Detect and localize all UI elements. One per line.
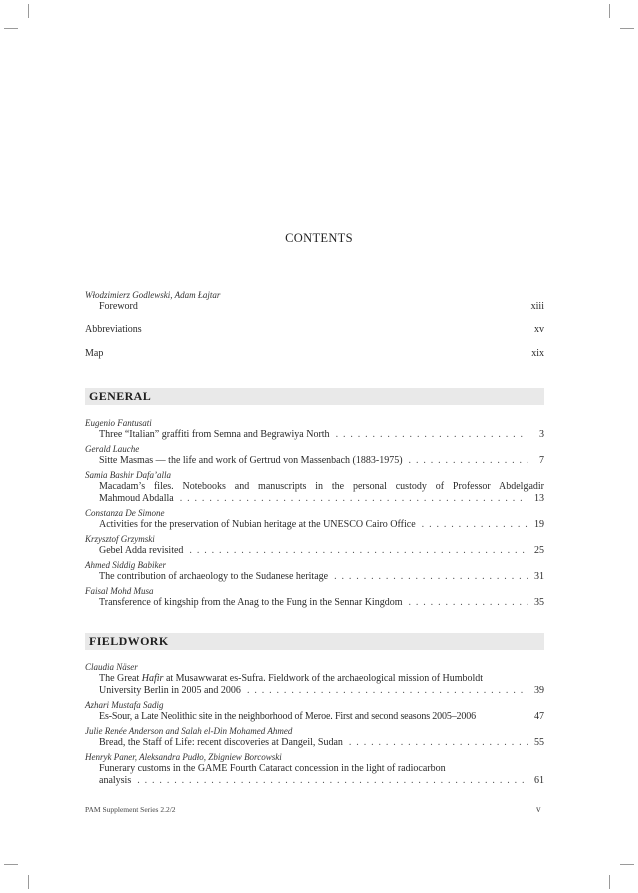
entry-author: Samia Bashir Dafa’alla [85, 470, 172, 480]
crop-mark [28, 4, 29, 18]
entry-title: Funerary customs in the GAME Fourth Cataract concession in the light of radiocarbon [99, 763, 446, 774]
entry-author: Constanza De Simone [85, 508, 165, 518]
entry-page: 25 [534, 545, 544, 556]
entry-page: 61 [534, 775, 544, 786]
entry-page: 55 [534, 737, 544, 748]
section-heading-general: GENERAL [85, 388, 544, 405]
entry-page: xix [531, 348, 544, 359]
crop-mark [609, 875, 610, 889]
toc-entry-abbreviations[interactable] [85, 324, 544, 336]
entry-page: 47 [534, 711, 544, 722]
entry-page: 19 [534, 519, 544, 530]
entry-author: Henryk Paner, Aleksandra Pudło, Zbigniew Borcowski [85, 752, 282, 762]
toc-entry[interactable] [85, 752, 544, 787]
toc-entry[interactable] [85, 418, 544, 441]
entry-title: The contribution of archaeology to the Sudanese heritage [99, 571, 329, 582]
entry-page: 13 [534, 493, 544, 504]
footer-series: PAM Supplement Series 2.2/2 [85, 805, 176, 814]
entry-author: Claudia Näser [85, 662, 138, 672]
entry-title: Transference of kingship from the Anag to the Fung in the Sennar Kingdom [99, 597, 403, 608]
entry-author: Gerald Lauche [85, 444, 140, 454]
crop-mark [4, 28, 18, 29]
entry-title: Sitte Masmas — the life and work of Gertrud von Massenbach (1883-1975) [99, 455, 403, 466]
entry-author: Włodzimierz Godlewski, Adam Łajtar [85, 290, 221, 300]
entry-page: 31 [534, 571, 544, 582]
crop-mark [609, 4, 610, 18]
entry-page: 39 [534, 685, 544, 696]
toc-entry[interactable] [85, 662, 544, 697]
entry-title: The Great Hafir at Musawwarat es-Sufra. Fieldwork of the archaeological mission of Humboldt [99, 673, 484, 684]
toc-entry[interactable] [85, 444, 544, 467]
toc-entry-foreword[interactable] [85, 290, 544, 313]
crop-mark [620, 864, 634, 865]
entry-author: Eugenio Fantusati [85, 418, 152, 428]
page-title: CONTENTS [285, 231, 353, 245]
toc-entry[interactable] [85, 470, 544, 505]
entry-title: Foreword [99, 301, 138, 312]
entry-title-continued: analysis [99, 775, 132, 786]
toc-entry[interactable] [85, 700, 544, 723]
crop-mark [4, 864, 18, 865]
entry-author: Krzysztof Grzymski [85, 534, 155, 544]
entry-page: 35 [534, 597, 544, 608]
entry-page: 3 [539, 429, 544, 440]
entry-title: Map [85, 348, 104, 359]
entry-page: xv [534, 324, 544, 335]
entry-title-continued: University Berlin in 2005 and 2006 [99, 685, 241, 696]
entry-page: 7 [539, 455, 544, 466]
toc-entry-map[interactable] [85, 348, 544, 360]
entry-title: Gebel Adda revisited [99, 545, 184, 556]
entry-title: Macadam’s files. Notebooks and manuscripts in the personal custody of Professor Abdelgadir [99, 481, 544, 492]
entry-author: Faisal Mohd Musa [85, 586, 154, 596]
entry-title: Activities for the preservation of Nubian heritage at the UNESCO Cairo Office [99, 519, 416, 530]
toc-entry[interactable] [85, 534, 544, 557]
entry-author: Ahmed Siddig Babiker [85, 560, 166, 570]
footer-page-number: v [536, 804, 541, 814]
entry-title: Abbreviations [85, 324, 142, 335]
entry-author: Julie Renée Anderson and Salah el-Din Mohamed Ahmed [85, 726, 293, 736]
section-heading-fieldwork: FIELDWORK [85, 633, 544, 650]
crop-mark [620, 28, 634, 29]
entry-title: Three “Italian” graffiti from Semna and Begrawiya North [99, 429, 330, 440]
entry-page: xiii [530, 301, 544, 312]
crop-mark [28, 875, 29, 889]
toc-entry[interactable] [85, 586, 544, 609]
toc-entry[interactable] [85, 726, 544, 749]
entry-title: Es-Sour, a Late Neolithic site in the neighborhood of Meroe. First and second seasons 2005–2006 [99, 711, 476, 722]
entry-title: Bread, the Staff of Life: recent discoveries at Dangeil, Sudan [99, 737, 343, 748]
toc-entry[interactable] [85, 508, 544, 531]
toc-entry[interactable] [85, 560, 544, 583]
entry-author: Azhari Mustafa Sadig [85, 700, 164, 710]
entry-title-continued: Mahmoud Abdalla [99, 493, 174, 504]
